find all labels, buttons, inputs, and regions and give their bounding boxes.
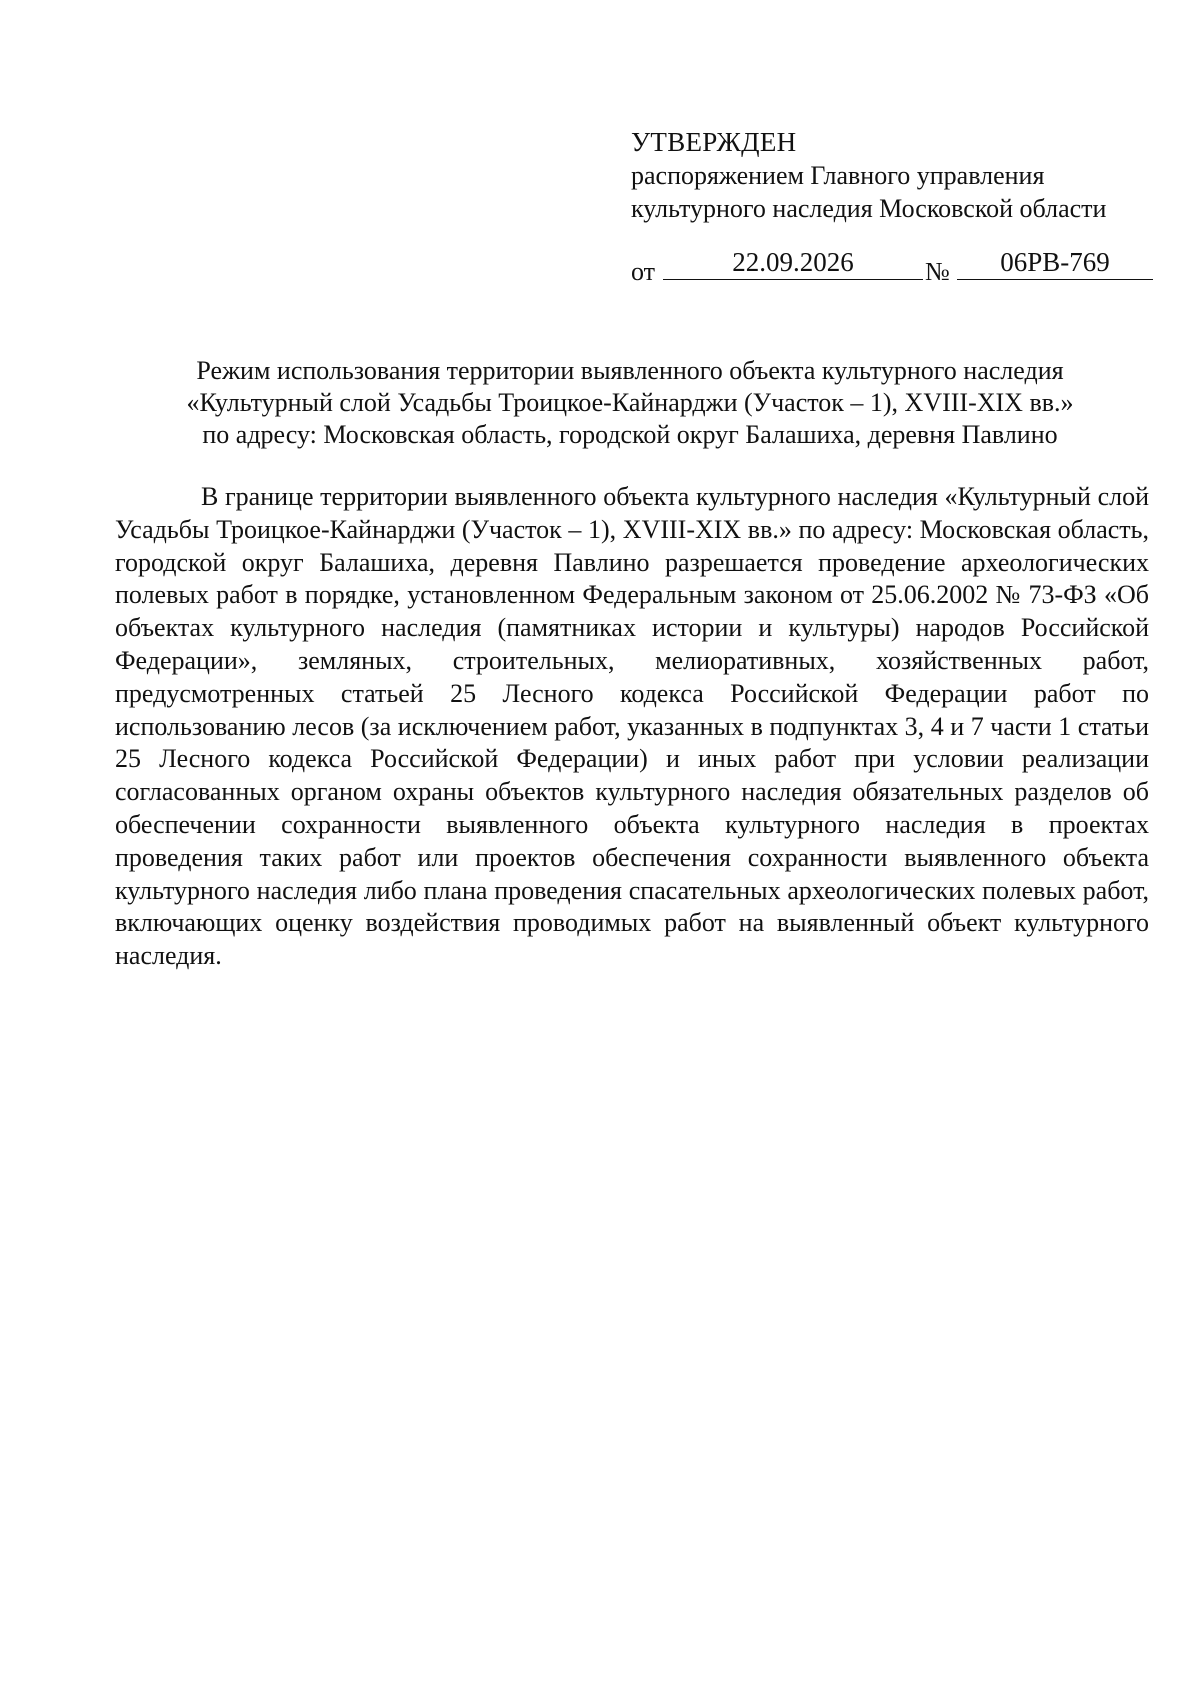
body-paragraph: В границе территории выявленного объекта культурного наследия «Культурный слой Усадьбы Троицкое-Кайнарджи (Участок – 1), XVIII-XIX вв.» по адресу: Московская область, городской округ Балашиха, деревня Павлино разрешается проведение археологических полевых работ в порядке, установленном Федеральным законом от 25.06.2002 № 73-ФЗ «Об объектах культурного наследия (памятниках истории и культуры) народов Российской Федерации», земляных, строительных, мелиоративных, хозяйственных работ, предусмотренных статьей 25 Лесного кодекса Российской Федерации работ по использованию лесов (за исключением работ, указанных в подпунктах 3, 4 и 7 части 1 статьи 25 Лесного кодекса Российской Федерации) и иных работ при условии реализации согласованных органом охраны объектов культурного наследия обязательных разделов об обеспечении сохранности выявленного объекта культурного наследия в проектах проведения таких работ или проектов обеспечения сохранности выявленного объекта культурного наследия либо плана проведения спасательных археологических полевых работ, включающих оценку воздействия проводимых работ на выявленный объект культурного наследия. [115, 482, 1149, 971]
number-label: № [925, 257, 950, 286]
approval-date-number-row [631, 247, 1151, 287]
approval-line-1: распоряжением Главного управления [631, 161, 1045, 190]
approval-heading: УТВЕРЖДЕН [631, 127, 797, 157]
approval-line-2: культурного наследия Московской области [631, 194, 1107, 223]
date-label: от [631, 257, 656, 286]
title-line-3: по адресу: Московская область, городской округ Балашиха, деревня Павлино [202, 420, 1058, 449]
approval-number: 06РВ-769 [957, 247, 1153, 280]
approval-date: 22.09.2026 [663, 247, 923, 280]
document-title [110, 355, 1150, 451]
title-line-1: Режим использования территории выявленного объекта культурного наследия [196, 356, 1064, 385]
approval-block [631, 126, 1151, 225]
title-line-2: «Культурный слой Усадьбы Троицкое-Кайнарджи (Участок – 1), XVIII-XIX вв.» [186, 388, 1074, 417]
